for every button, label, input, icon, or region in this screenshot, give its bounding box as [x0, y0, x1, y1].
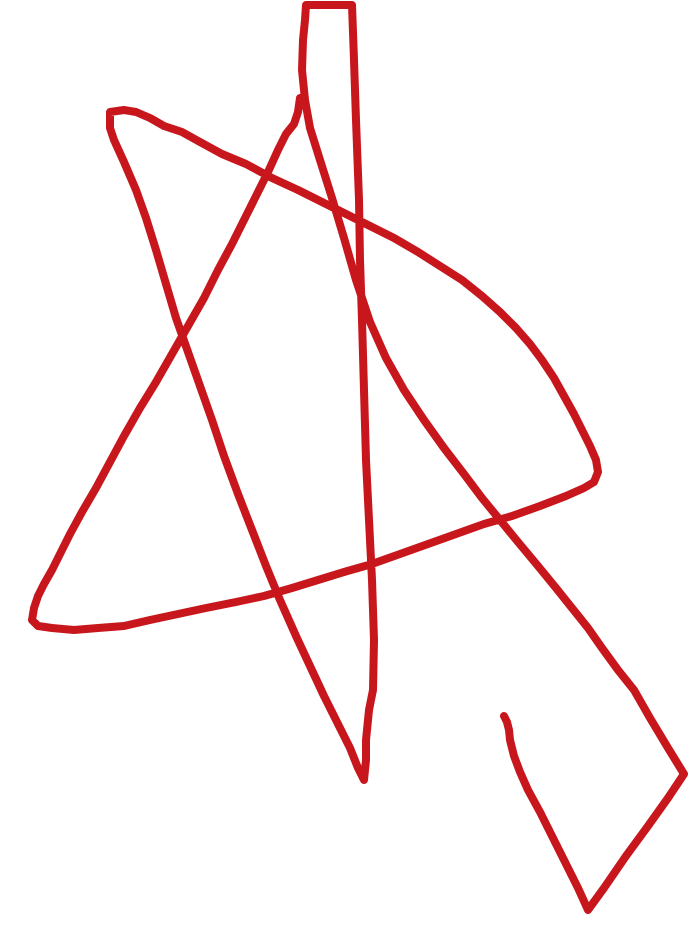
- red-scribble-stroke: [32, 5, 684, 910]
